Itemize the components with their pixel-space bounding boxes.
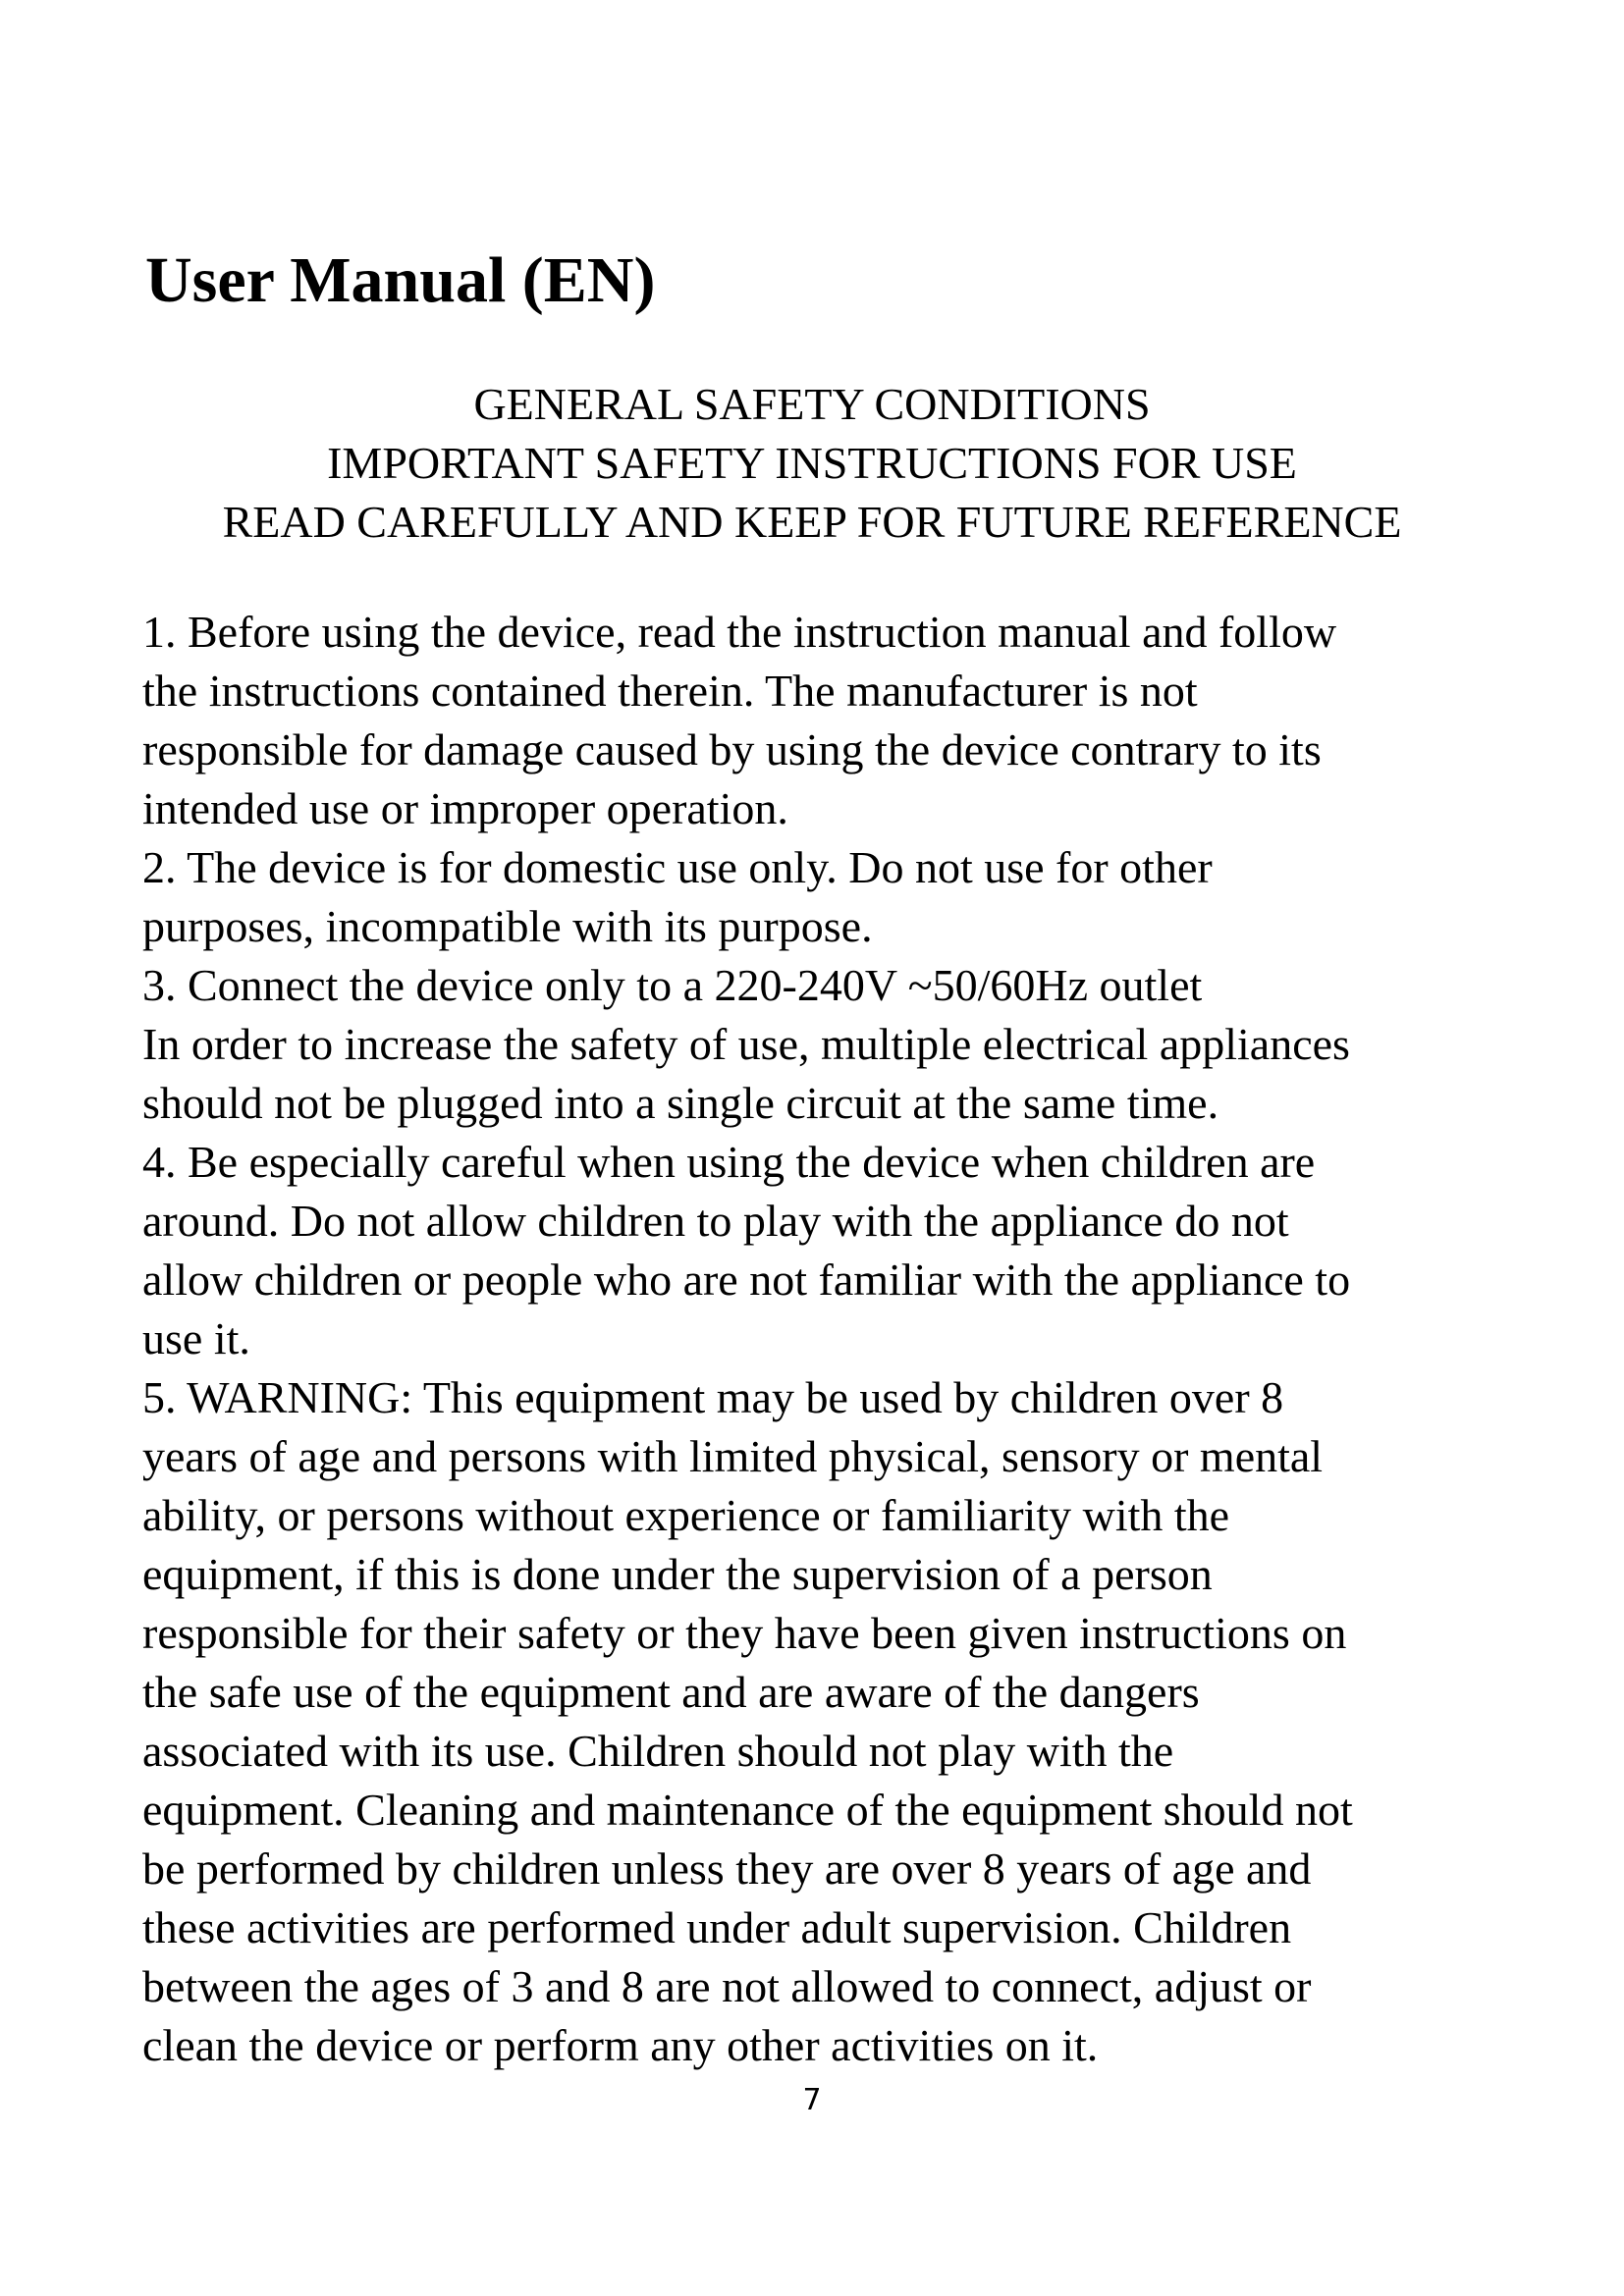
body-line: around. Do not allow children to play with the appliance do not (142, 1196, 1289, 1246)
body-line: equipment, if this is done under the supervision of a person (142, 1549, 1213, 1599)
body-line: 4. Be especially careful when using the device when children are (142, 1137, 1316, 1187)
body-line: the instructions contained therein. The manufacturer is not (142, 666, 1198, 716)
instructions-body (142, 603, 1527, 2075)
body-line: In order to increase the safety of use, multiple electrical appliances (142, 1019, 1350, 1069)
body-line: 3. Connect the device only to a 220-240V ~50/60Hz outlet (142, 960, 1203, 1010)
page-number: 7 (802, 2083, 822, 2117)
body-line: these activities are performed under adult supervision. Children (142, 1902, 1292, 1952)
body-line: intended use or improper operation. (142, 783, 788, 833)
body-line: clean the device or perform any other activities on it. (142, 2020, 1099, 2070)
heading-read-carefully: READ CAREFULLY AND KEEP FOR FUTURE REFERENCE (222, 497, 1402, 547)
body-line: be performed by children unless they are over 8 years of age and (142, 1843, 1312, 1894)
body-line: 1. Before using the device, read the instruction manual and follow (142, 607, 1337, 657)
page-title: User Manual (EN) (145, 244, 656, 316)
body-line: use it. (142, 1313, 250, 1363)
body-line: equipment. Cleaning and maintenance of the equipment should not (142, 1785, 1353, 1835)
body-line: purposes, incompatible with its purpose. (142, 901, 873, 951)
body-line: the safe use of the equipment and are aware of the dangers (142, 1667, 1200, 1717)
body-line: ability, or persons without experience or familiarity with the (142, 1490, 1230, 1540)
body-line: associated with its use. Children should not play with the (142, 1726, 1174, 1776)
body-line: allow children or people who are not familiar with the appliance to (142, 1255, 1351, 1305)
body-line: 5. WARNING: This equipment may be used by children over 8 (142, 1372, 1284, 1422)
body-line: responsible for their safety or they have been given instructions on (142, 1608, 1347, 1658)
body-line: responsible for damage caused by using the device contrary to its (142, 724, 1322, 774)
body-line: should not be plugged into a single circuit at the same time. (142, 1078, 1219, 1128)
heading-general-safety: GENERAL SAFETY CONDITIONS (473, 379, 1151, 429)
body-line: years of age and persons with limited physical, sensory or mental (142, 1431, 1324, 1481)
heading-important-instructions: IMPORTANT SAFETY INSTRUCTIONS FOR USE (327, 438, 1297, 488)
body-line: 2. The device is for domestic use only. Do not use for other (142, 842, 1213, 892)
body-line: between the ages of 3 and 8 are not allowed to connect, adjust or (142, 1961, 1312, 2011)
safety-headings (0, 375, 1624, 552)
